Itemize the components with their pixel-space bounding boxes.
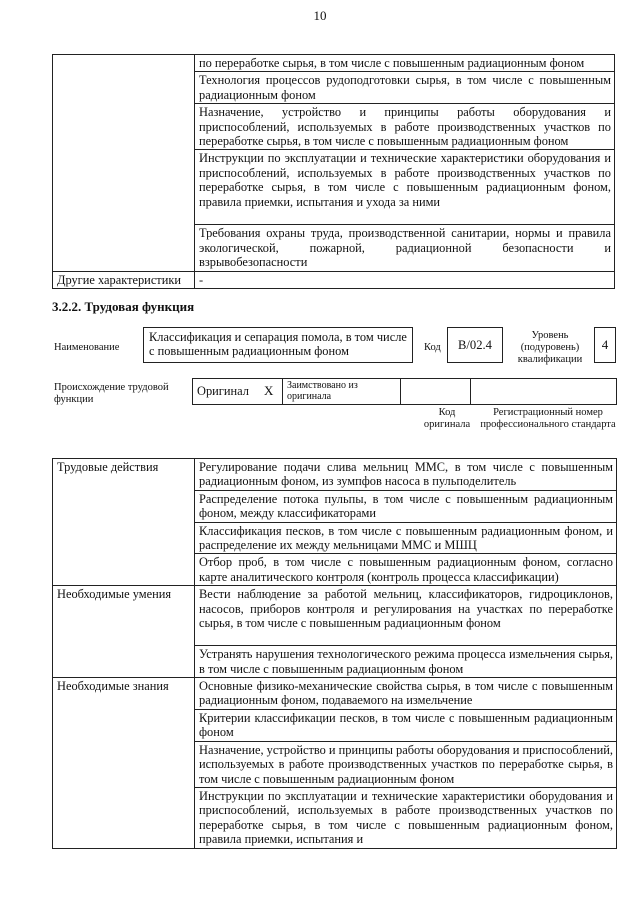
top-label-cell (53, 55, 195, 272)
list-item: Вести наблюдение за работой мельниц, классификаторов, гидроциклонов, насосов, приборов контроля и регулирования на участках по переработке сырья, в том числе с повышенным радиационным фоном (195, 586, 617, 646)
required-skills-label: Необходимые умения (53, 586, 195, 678)
origin-table (192, 378, 617, 405)
original-code-caption: Код оригинала (423, 407, 471, 430)
table-row (53, 459, 617, 491)
list-item: по переработке сырья, в том числе с повышенным радиационным фоном (195, 55, 615, 72)
other-characteristics-value: - (195, 271, 615, 288)
function-details-table (52, 458, 617, 849)
table-row (53, 55, 615, 72)
list-item: Устранять нарушения технологического режима процесса измельчения сырья, в том числе с повышенным радиационным фоном (195, 646, 617, 678)
original-code-cell (401, 379, 471, 405)
page-number: 10 (313, 8, 327, 23)
list-item: Отбор проб, в том числе с повышенным радиационным фоном, согласно карте аналитического контроля (контроль процесса классификации) (195, 554, 617, 586)
code-label: Код (424, 342, 441, 353)
qualification-level: 4 (601, 337, 609, 352)
code-value-box (447, 327, 503, 363)
table-row (193, 379, 617, 405)
original-mark: X (255, 379, 283, 405)
function-name: Классификация и сепарация помола, в том числе с повышенным радиационным фоном (149, 330, 407, 359)
list-item: Основные физико-механические свойства сырья, в том числе с повышенным радиационным фоном, подаваемого на измельчение (195, 678, 617, 710)
origin-label: Происхождение трудовой функции (54, 382, 169, 405)
list-item: Назначение, устройство и принципы работы оборудования и приспособлений, используемых в работе производственных участков по переработке сырья, в том числе с повышенным радиационным фоном (195, 104, 615, 150)
list-item: Инструкции по эксплуатации и технические характеристики оборудования и приспособлений, используемых в работе производственных участков по переработке сырья, в том числе с повышенным радиационным фоном, правила приемки, испытания и (195, 787, 617, 848)
other-characteristics-label: Другие характеристики (53, 271, 195, 288)
required-knowledge-label: Необходимые знания (53, 678, 195, 848)
function-code: B/02.4 (458, 338, 492, 352)
name-label: Наименование (54, 342, 120, 353)
registration-number-cell (471, 379, 617, 405)
list-item: Технология процессов рудоподготовки сырья, в том числе с повышенным радиационным фоном (195, 72, 615, 104)
table-row (53, 678, 617, 710)
level-value-box (594, 327, 616, 363)
section-title: 3.2.2. Трудовая функция (52, 299, 195, 314)
table-row (53, 586, 617, 646)
list-item: Классификация песков, в том числе с повышенным радиационным фоном, и распределение их между мельницами ММС и МШЦ (195, 522, 617, 554)
list-item: Регулирование подачи слива мельниц ММС, в том числе с повышенным радиационным фоном, из зумпфов насоса в пульподелитель (195, 459, 617, 491)
registration-number-caption: Регистрационный номер профессионального стандарта (480, 407, 616, 430)
borrowed-label: Заимствовано из оригинала (283, 379, 401, 405)
list-item: Критерии классификации песков, в том числе с повышенным радиационным фоном (195, 709, 617, 741)
list-item: Распределение потока пульпы, в том числе с повышенным радиационным фоном, между классификаторами (195, 490, 617, 522)
list-item: Требования охраны труда, производственной санитарии, нормы и правила экологической, пожарной, радиационной безопасности и взрывобезопасности (195, 225, 615, 271)
top-knowledge-table (52, 54, 615, 289)
list-item: Назначение, устройство и принципы работы оборудования и приспособлений, используемых в работе производственных участков по переработке сырья, в том числе с повышенным радиационным фоном (195, 741, 617, 787)
list-item: Инструкции по эксплуатации и технические характеристики оборудования и приспособлений, используемых в работе производственных участков по переработке сырья, в том числе с повышенным радиационным фоном, правила приемки, испытания и ухода за ними (195, 150, 615, 225)
level-label: Уровень (подуровень) квалификации (517, 330, 583, 365)
table-row (53, 271, 615, 288)
original-label: Оригинал (193, 379, 255, 405)
labor-actions-label: Трудовые действия (53, 459, 195, 586)
name-value-box (143, 327, 413, 363)
